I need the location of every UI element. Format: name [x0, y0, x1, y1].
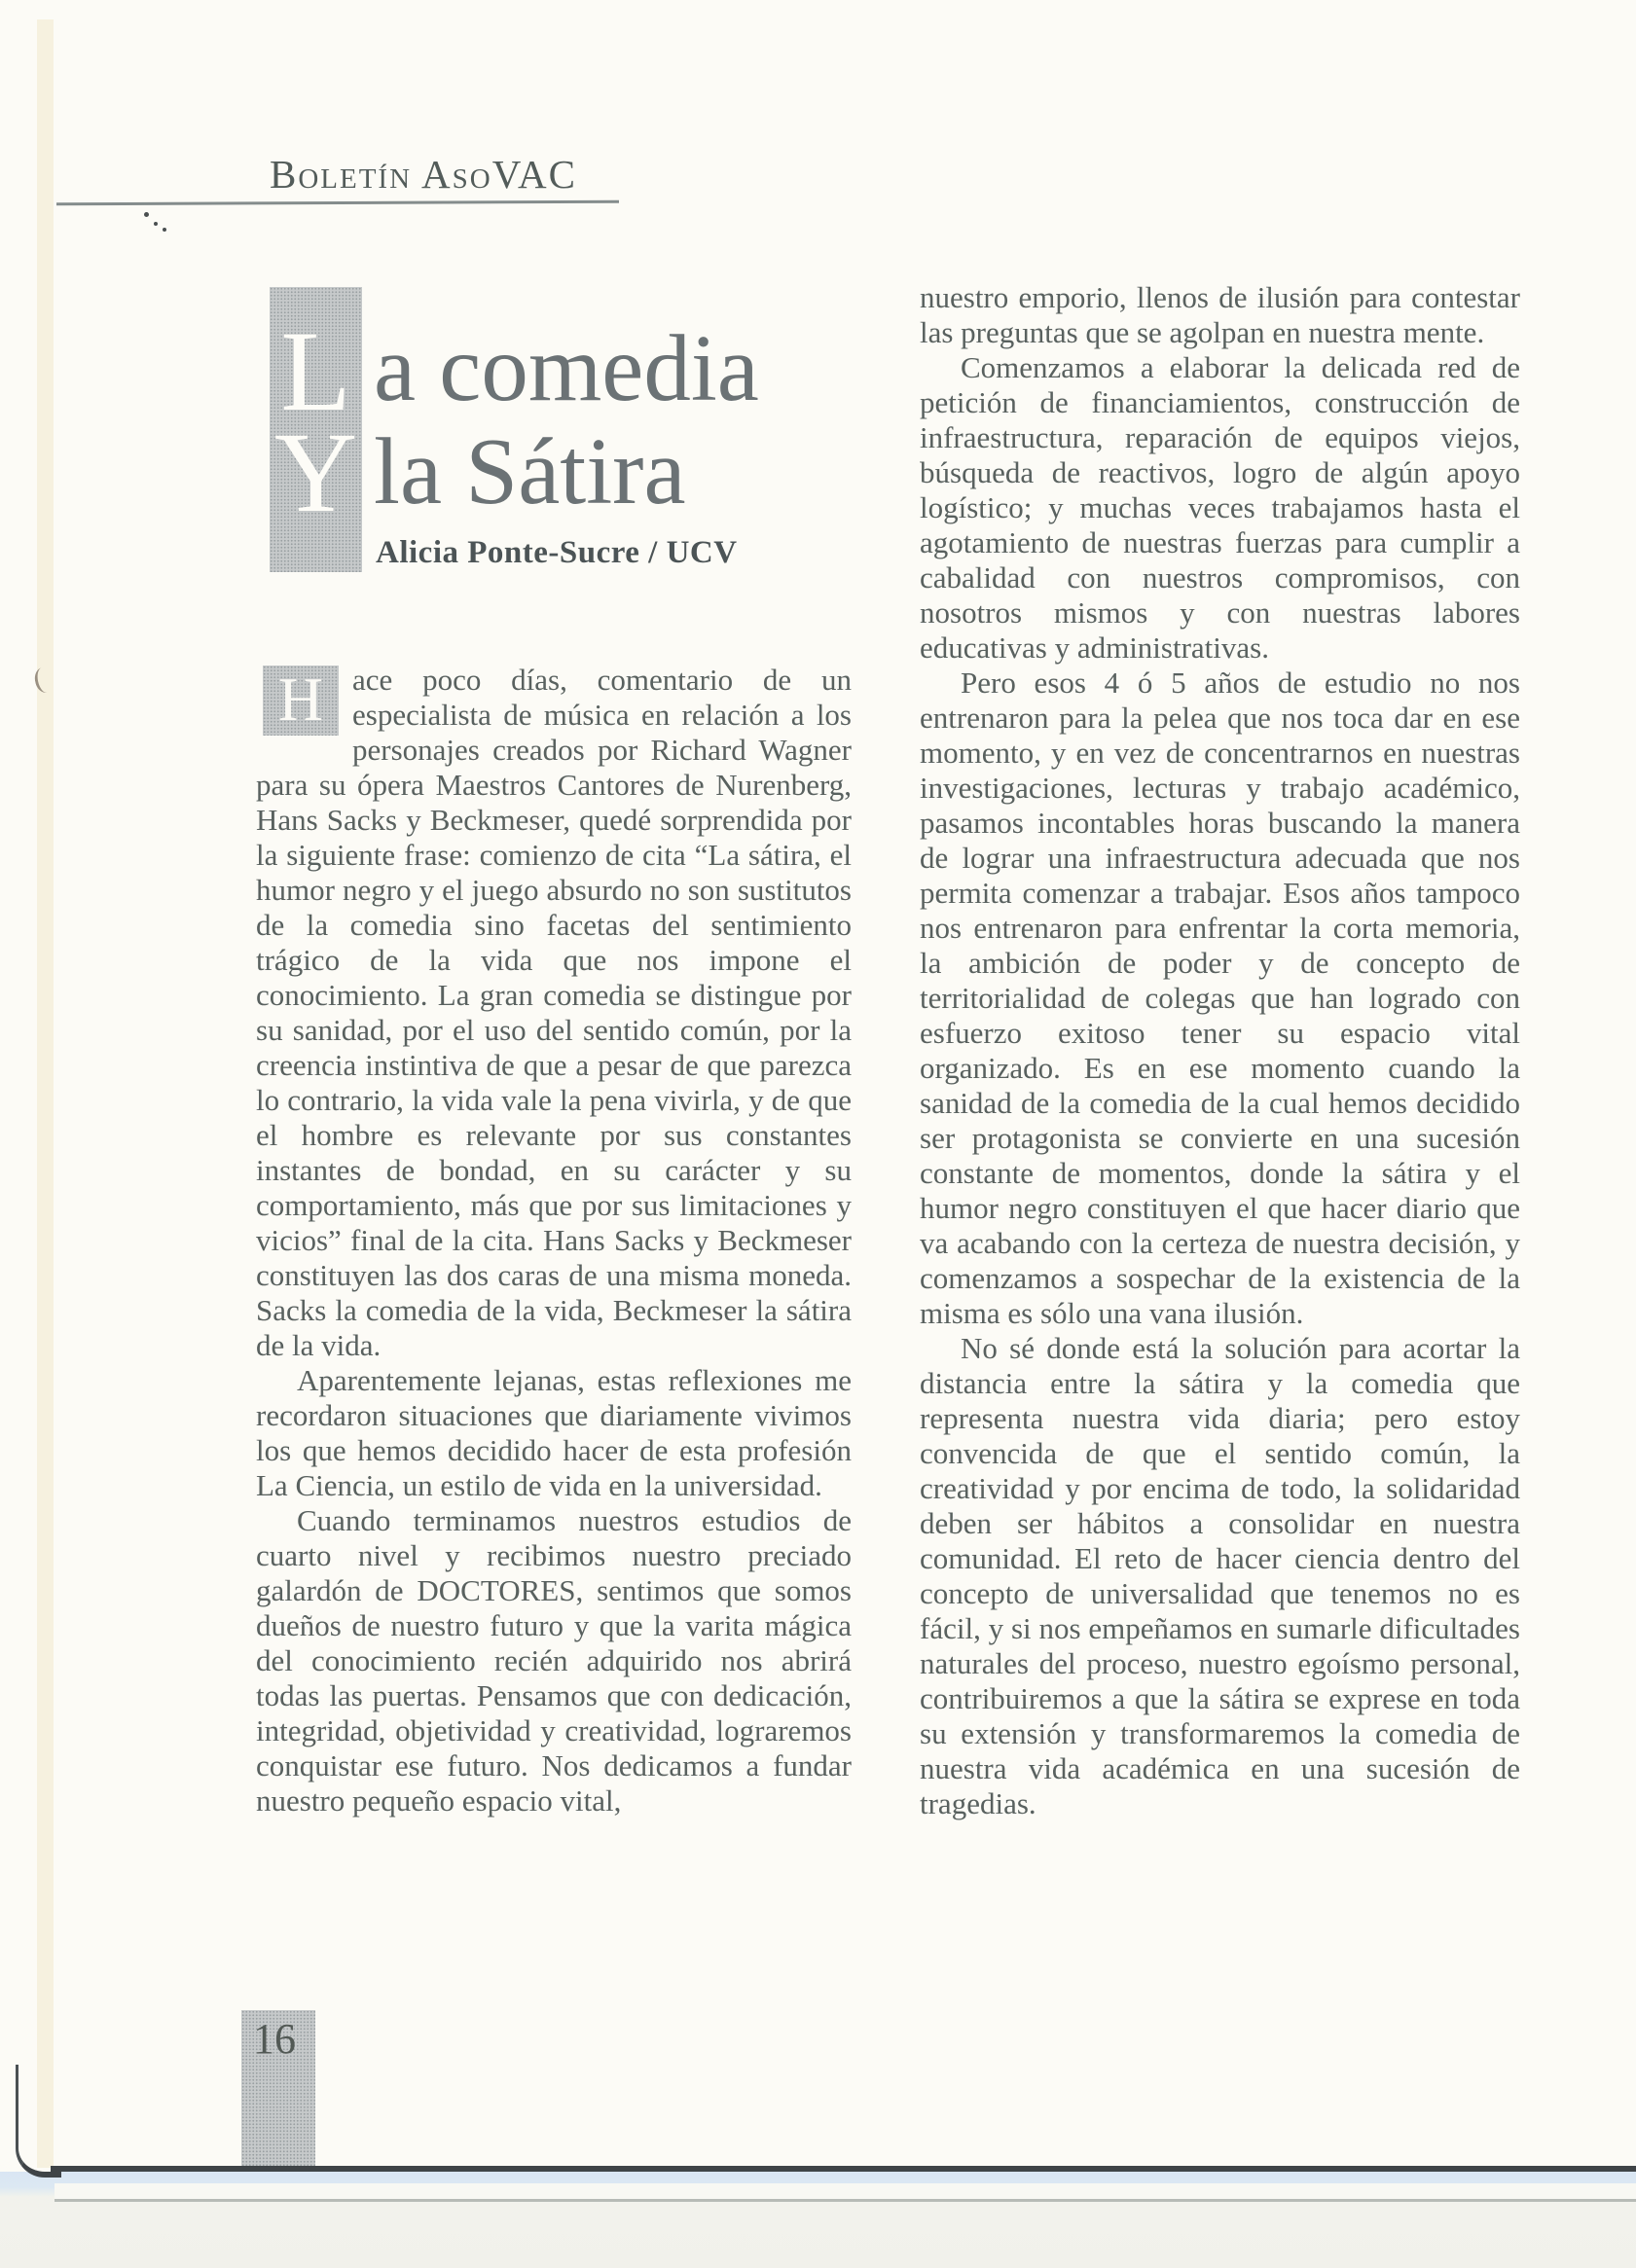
paragraph-text: ace poco días, comentario de un especialista de música en relación a los personajes creados por Richard Wagner para su ópera Maestros Cantores de Nurenberg, Hans Sacks y Beckmeser, quedé sorprendida por la siguiente frase: comienzo de cita “La sátira, el humor negro y el juego absurdo no son sustitutos de la comedia sino facetas del sentimiento trágico de la vida que nos impone el conocimiento. La gran comedia se distingue por su sanidad, por el uso del sentido común, por la creencia instintiva de que a pesar de que parezca lo contrario, la vida vale la pena vivirla, y de que el hombre es relevante por sus constantes instantes de bondad, en su carácter y su comportamiento, más que por sus limitaciones y vicios” final de la cita. Hans Sacks y Beckmeser constituyen las dos caras de una misma moneda. Sacks la comedia de la vida, Beckmeser la sátira de la vida. — [256, 663, 852, 1362]
title-initial-y: Y — [273, 409, 358, 536]
article-title-line2: la Sátira — [374, 419, 686, 523]
paragraph: Aparentemente lejanas, estas reflexiones me recordaron situaciones que diariamente vivimos los que hemos decidido hacer de esta profesión La Ciencia, un estilo de vida en la universidad. — [256, 1363, 852, 1502]
page-number: 16 — [253, 2015, 296, 2063]
header-rule — [56, 200, 619, 206]
title-initial-l: L — [280, 307, 351, 435]
author-byline: Alicia Ponte-Sucre / UCV — [376, 535, 738, 570]
dropcap-block — [263, 666, 339, 736]
paragraph: Cuando terminamos nuestros estudios de cuarto nivel y recibimos nuestro preciado galardón de DOCTORES, sentimos que somos dueños de nuestro futuro y que la varita mágica del conocimiento recién adquirido nos abrirá todas las puertas. Pensamos que con dedicación, integridad, objetividad y creatividad, lograremos conquistar ese futuro. Nos dedicamos a fundar nuestro pequeño espacio vital, — [256, 1503, 852, 1818]
title-initials-block — [270, 287, 362, 572]
page-bottom-edge — [51, 2166, 1636, 2172]
article-title-line1: a comedia — [374, 316, 759, 420]
scan-speck — [163, 228, 166, 232]
page-number-block — [241, 2010, 315, 2172]
masthead-title: Boletín AsoVAC — [270, 152, 577, 197]
right-column — [920, 280, 1520, 1821]
paragraph: Pero esos 4 ó 5 años de estudio no nos entrenaron para la pelea que nos toca dar en ese momento, y en vez de concentrarnos en nuestras investigaciones, lecturas y trabajo académico, pasamos incontables horas buscando la manera de lograr una infraestructura adecuada que nos permita comenzar a trabajar. Esos años tampoco nos entrenaron para enfrentar la corta memoria, la ambición de poder y de concepto de territorialidad de colegas que han logrado con esfuerzo exitoso tener su espacio vital organizado. Es en ese momento cuando la sanidad de la comedia de la cual hemos decidido ser protagonista se convierte en una sucesión constante de momentos, donde la sátira y el humor negro constituyen el que hacer diario que va acabando con la certeza de nuestra decisión, y comenzamos a sospechar de la existencia de la misma es sólo una vana ilusión. — [920, 666, 1520, 1330]
paragraph: Comenzamos a elaborar la delicada red de petición de financiamientos, construcción de infraestructura, reparación de equipos viejos, búsqueda de reactivos, logro de algún apoyo logístico; y muchas veces trabajamos hasta el agotamiento de nuestras fuerzas para cumplir a cabalidad con nuestros compromisos, con nosotros mismos y con nuestras labores educativas y administrativas. — [920, 350, 1520, 665]
left-column — [256, 663, 852, 1818]
scan-fold-strip — [37, 19, 54, 2168]
underlying-page-edge — [55, 2183, 1636, 2202]
dropcap-letter-h: H — [277, 665, 324, 734]
paragraph-dropcap — [256, 663, 852, 1363]
paragraph: No sé donde está la solución para acortar la distancia entre la sátira y la comedia que representa nuestra vida diaria; pero estoy convencida de que el sentido común, la creatividad y por encima de todo, la solidaridad deben ser hábitos a consolidar en nuestra comunidad. El reto de hacer ciencia dentro del concepto de universalidad que tenemos no es fácil, y si nos empeñamos en sumarle dificultades naturales del proceso, nuestro egoísmo personal, contribuiremos a que la sátira se exprese en toda su extensión y transformaremos la comedia de nuestra vida académica en una sucesión de tragedias. — [920, 1331, 1520, 1820]
paragraph: nuestro emporio, llenos de ilusión para contestar las preguntas que se agolpan en nuestra mente. — [920, 280, 1520, 349]
scan-speck — [154, 222, 158, 226]
scan-speck — [144, 212, 149, 217]
page-corner-edge — [16, 2065, 61, 2178]
